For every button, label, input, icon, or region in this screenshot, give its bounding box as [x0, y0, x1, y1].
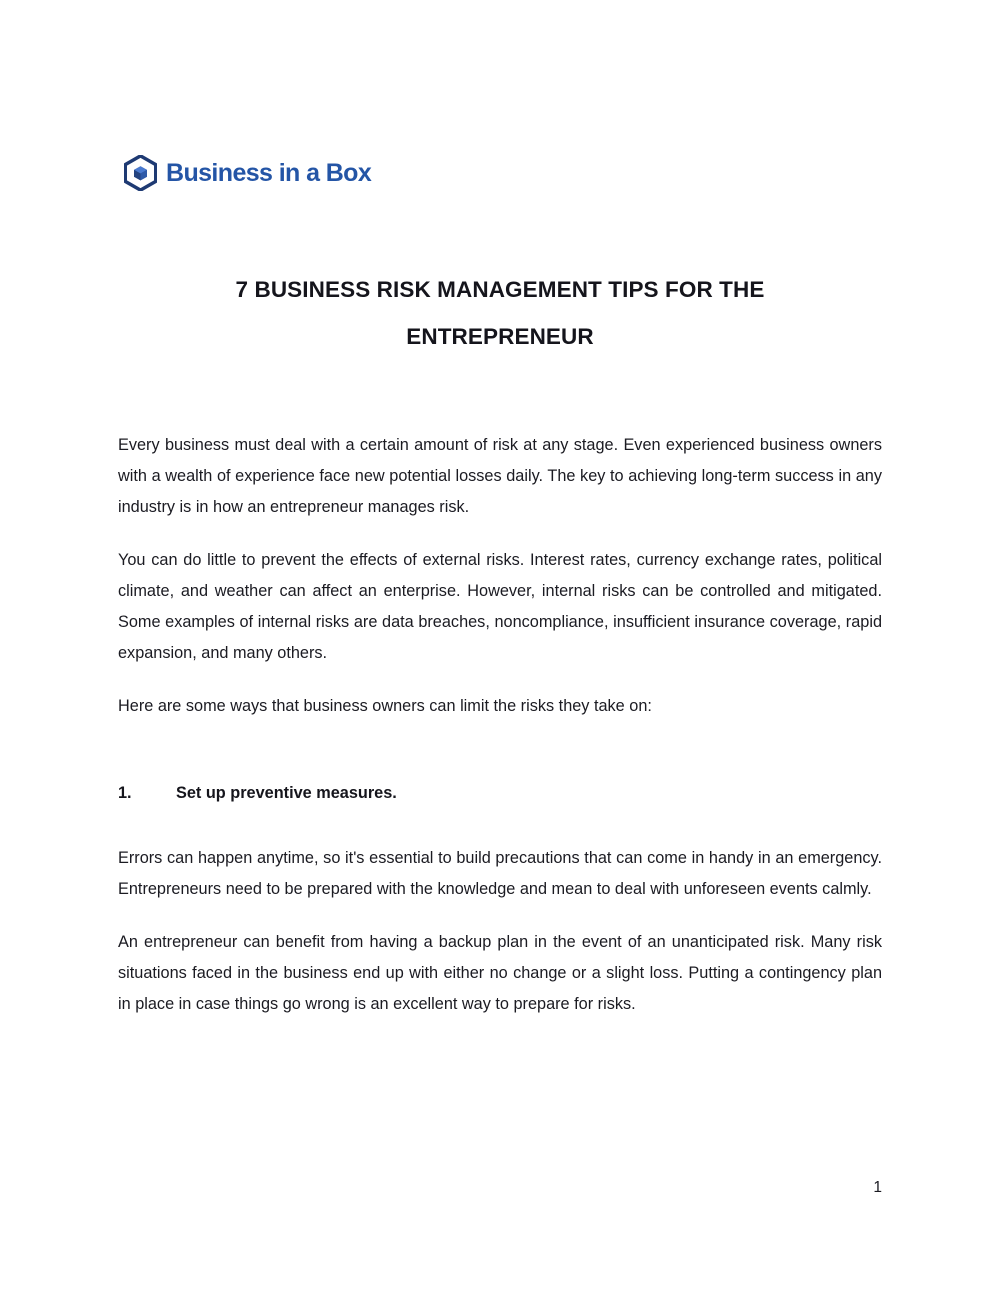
document-body [118, 430, 882, 1020]
section-spacer [118, 744, 882, 778]
page-title [118, 266, 882, 360]
paragraph-intro-2: You can do little to prevent the effects of external risks. Interest rates, currency exchange rates, political climate, and weather can affect an enterprise. However, internal risks can be controlled and mitigated. Some examples of internal risks are data breaches, noncompliance, insufficient insurance coverage, rapid expansion, and many others. [118, 551, 882, 662]
brand-logo [124, 155, 371, 191]
brand-wordmark: Business in a Box [166, 158, 372, 187]
paragraph-intro-1: Every business must deal with a certain amount of risk at any stage. Even experienced business owners with a wealth of experience face new potential losses daily. The key to achieving long-term success in any industry is in how an entrepreneur manages risk. [118, 436, 882, 516]
page-title-line-1: 7 BUSINESS RISK MANAGEMENT TIPS FOR THE [235, 277, 765, 303]
page-number: 1 [873, 1179, 882, 1196]
paragraph-tip-1-body-1: Errors can happen anytime, so it's essential to build precautions that can come in handy in an emergency. Entrepreneurs need to be prepared with the knowledge and mean to deal with unforeseen events calmly. [118, 849, 882, 898]
heading-tip-1 [118, 778, 882, 809]
heading-tip-1-title: Set up preventive measures. [176, 784, 397, 802]
hexagon-cube-icon [124, 155, 157, 191]
heading-tip-1-number: 1. [118, 784, 132, 802]
paragraph-tip-1-body-2: An entrepreneur can benefit from having a backup plan in the event of an unanticipated risk. Many risk situations faced in the business end up with either no change or a slight loss. Putting a contingency plan in place in case things go wrong is an excellent way to prepare for risks. [118, 933, 882, 1013]
paragraph-intro-3: Here are some ways that business owners can limit the risks they take on: [118, 697, 652, 715]
heading-spacer [118, 809, 882, 843]
page-title-line-2: ENTREPRENEUR [406, 324, 594, 350]
